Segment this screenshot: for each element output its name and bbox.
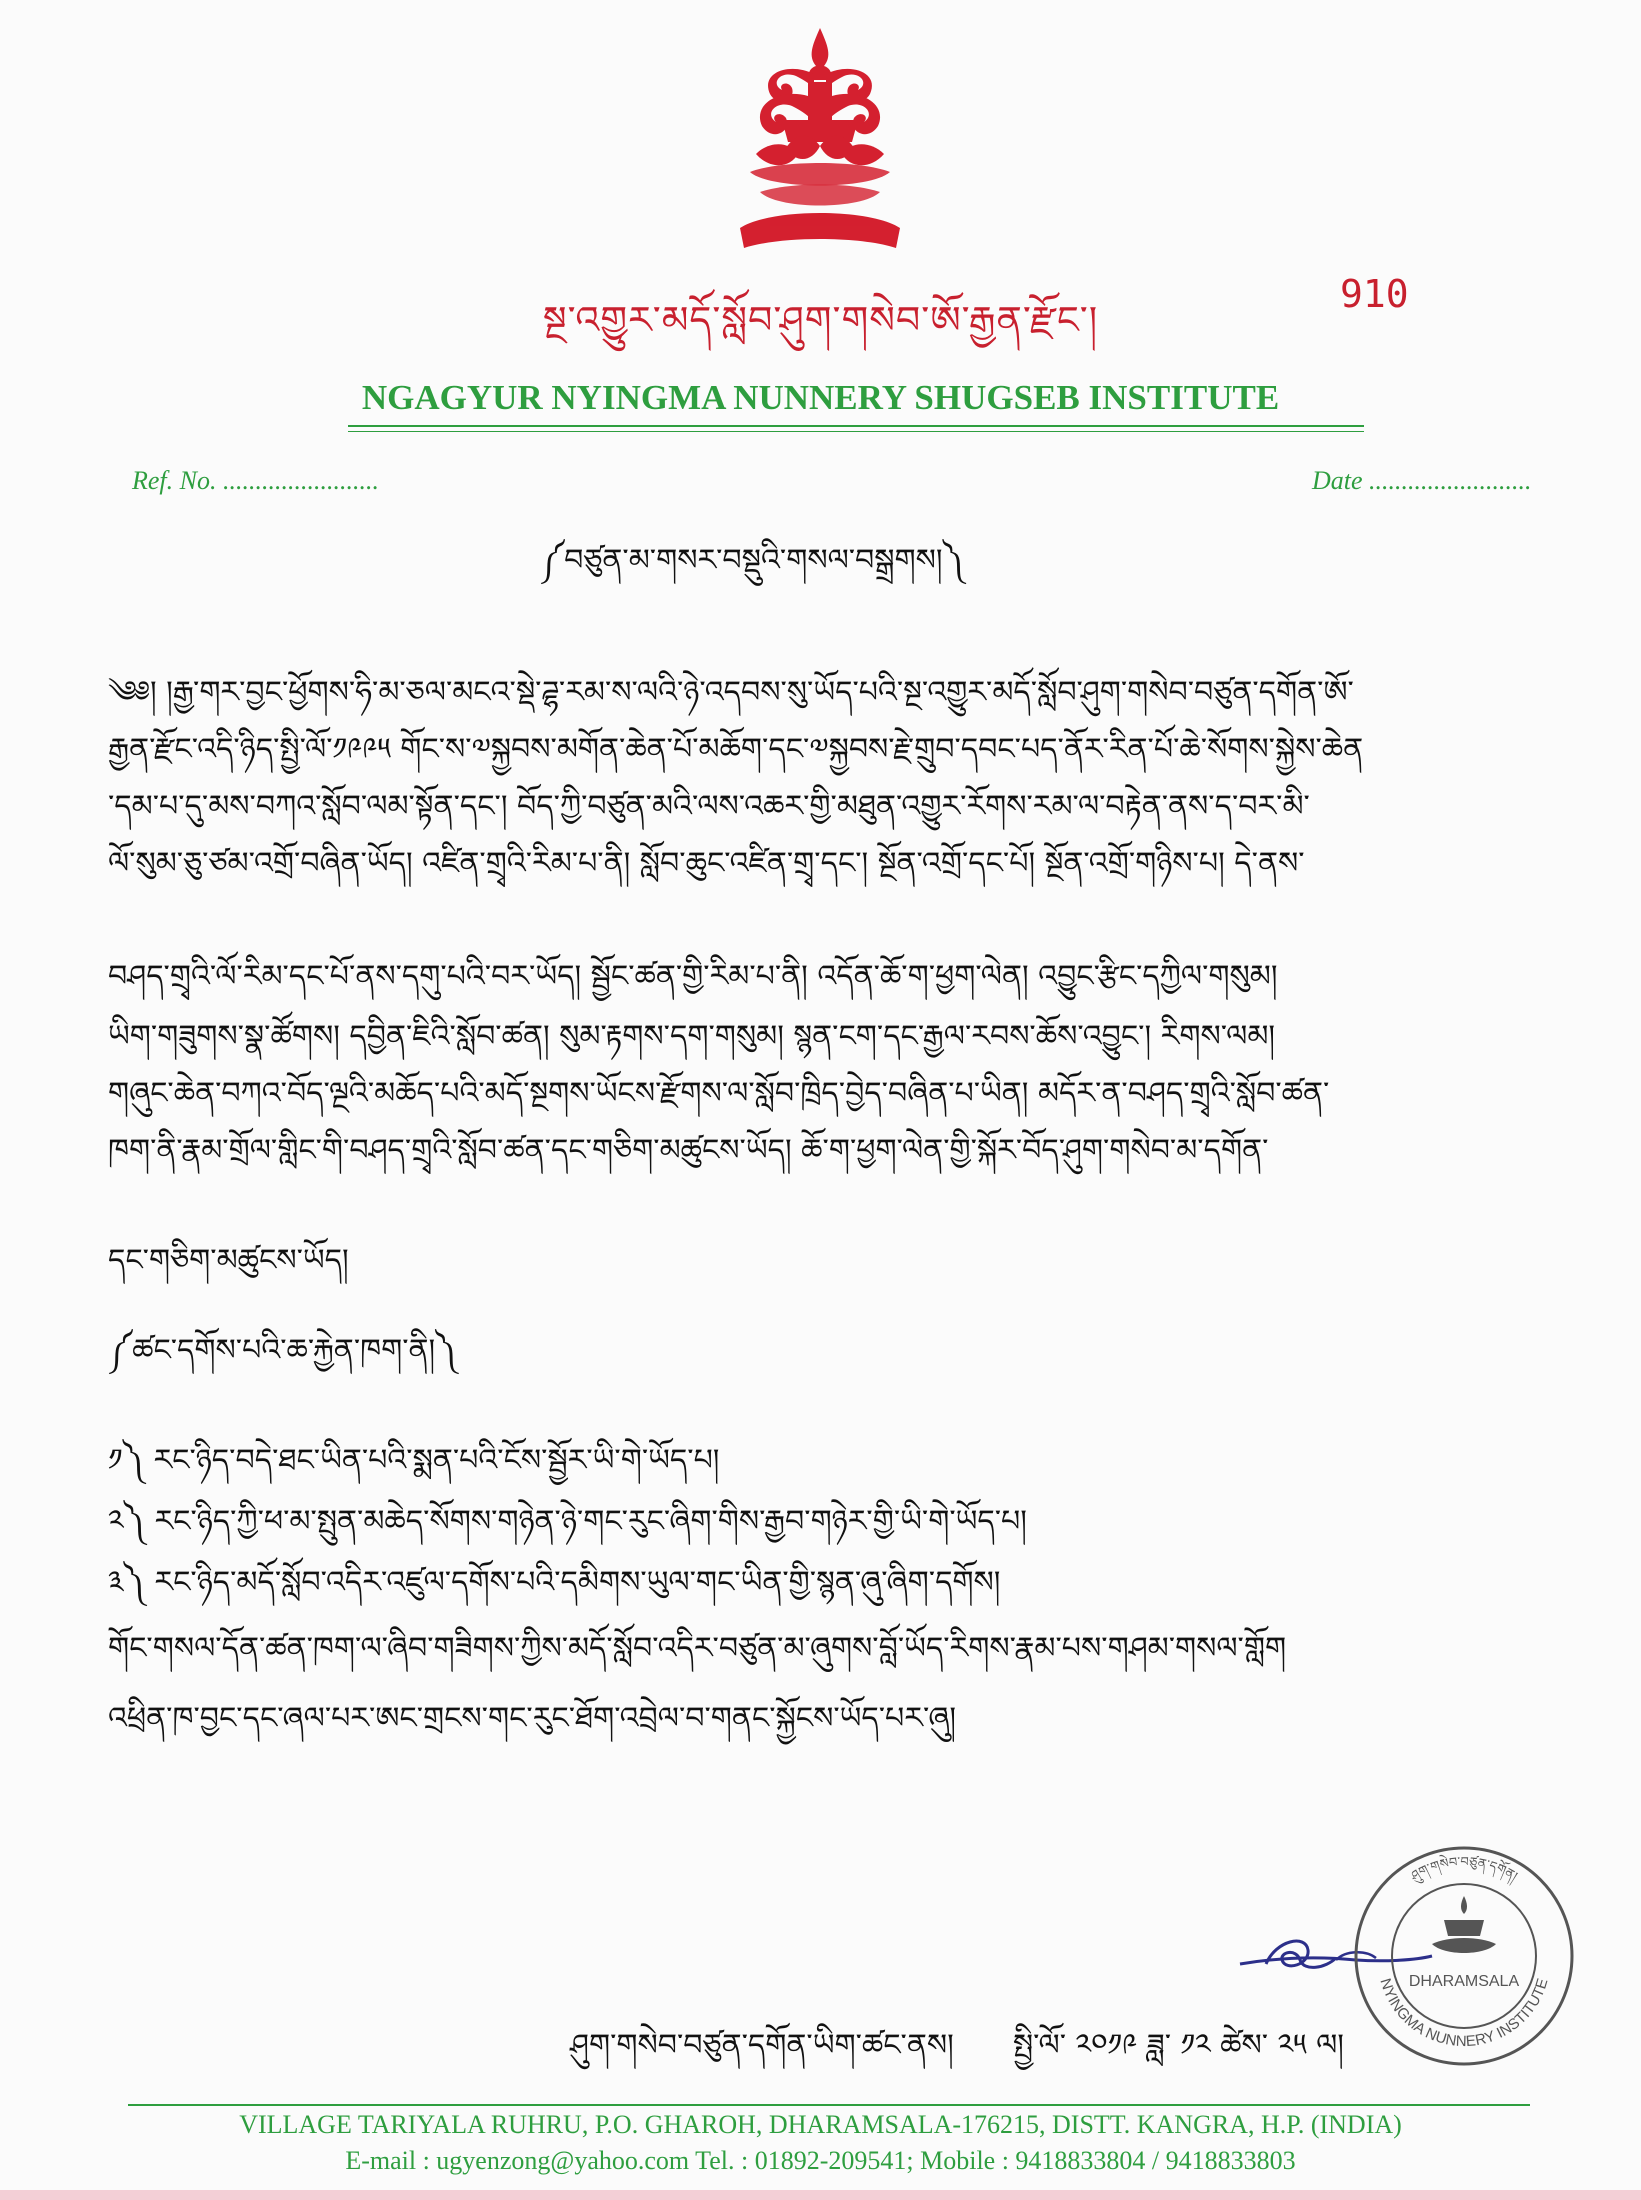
letter-date: སྤྱི་ལོ་ ༢༠༡༩ ཟླ་ ༡༢ ཚེས་ ༢༥ ལ། [1012,2028,1344,2063]
institute-name-english: NGAGYUR NYINGMA NUNNERY SHUGSEB INSTITUTE [361,378,1280,417]
seal-top-text: ཤུག་གསེབ་བཙུན་དགོན། [1408,1854,1520,1885]
body-line: བཤད་གྲྭའི་ལོ་རིམ་དང་པོ་ནས་དགུ་པའི་བར་ཡོད། སྦྱོང་ཚན་གྱི་རིམ་པ་ནི། འདོན་ཆོ་ག་ཕྱག་ལེན། འབྱུང་རྩིང་དཀྱིལ་གསུམ། [108,959,1278,994]
body-line: ཁག་ནི་རྣམ་གྲོལ་གླིང་གི་བཤད་གྲྭའི་སློབ་ཚན་དང་གཅིག་མཚུངས་ཡོད། ཆོ་ག་ཕྱག་ལེན་གྱི་སྐོར་བོད་ཤུག་གསེབ་མ་དགོན་ [108,1133,1269,1168]
requirement-item: ༣༽ རང་ཉིད་མདོ་སློབ་འདིར་འཛུལ་དགོས་པའི་དམིགས་ཡུལ་གང་ཡིན་གྱི་སྙན་ཞུ་ཞིག་དགོས། [108,1565,1001,1600]
letter-heading: ༼བཙུན་མ་གསར་བསྡུའི་གསལ་བསྒྲགས།༽ [540,543,964,578]
footer-contact: E-mail : ugyenzong@yahoo.com Tel. : 01892-209541; Mobile : 9418833804 / 9418833803 [345,2146,1296,2175]
footer-rule [128,2104,1530,2106]
institute-seal [1348,1840,1580,2072]
signatory-office: ཤུག་གསེབ་བཙུན་དགོན་ཡིག་ཚང་ནས། [570,2028,954,2063]
body-line: ཡིག་གཟུགས་སྣ་ཚོགས། དབྱིན་ཇིའི་སློབ་ཚན། སུམ་རྟགས་དག་གསུམ། སྙན་ངག་དང་རྒྱལ་རབས་ཆོས་འབྱུང་། རིགས་ལམ། [108,1019,1276,1054]
body-line: རྒྱན་རྫོང་འདི་ཉིད་སྤྱི་ལོ་༡༩༩༥ གོང་ས་༧སྐྱབས་མགོན་ཆེན་པོ་མཆོག་དང་༧སྐྱབས་རྗེ་གྲུབ་དབང་པད་ནོར་རིན་པོ་ཆེ་སོགས་སྐྱེས་ཆེན [108,732,1364,767]
footer-address: VILLAGE TARIYALA RUHRU, P.O. GHAROH, DHARAMSALA-176215, DISTT. KANGRA, H.P. (INDIA) [239,2110,1402,2139]
institute-name-tibetan: སྔ་འགྱུར་མདོ་སློབ་ཤུག་གསེབ་ཨོ་རྒྱན་རྫོང་། [542,298,1099,342]
seal-center-text: DHARAMSALA [1408,1973,1520,1990]
monastery-seal-icon [1432,1896,1496,1953]
seal-bottom-text: NYINGMA NUNNERY INSTITUTE [1376,1976,1552,2051]
date-field: Date ......................... [1312,466,1532,495]
lotus-emblem-icon [730,22,910,272]
requirement-item: ༡༽ རང་ཉིད་བདེ་ཐང་ཡིན་པའི་སྨན་པའི་ངོས་སྦྱོར་ཡི་གེ་ཡོད་པ། [108,1443,720,1478]
body-line: གཞུང་ཆེན་བཀའ་བོད་ལྔའི་མཆོད་པའི་མདོ་སྔགས་ཡོངས་རྫོགས་ལ་སློབ་ཁྲིད་བྱེད་བཞིན་པ་ཡིན། མདོར་ན་བཤད་གྲྭའི་སློབ་ཚན་ [108,1076,1330,1111]
closing-line: གོང་གསལ་དོན་ཚན་ཁག་ལ་ཞིབ་གཟིགས་ཀྱིས་མདོ་སློབ་འདིར་བཙུན་མ་ཞུགས་བློ་ཡོད་རིགས་རྣམ་པས་གཤམ་གསལ་གློག [108,1631,1287,1666]
body-line: ་དམ་པ་དུ་མས་བཀའ་སློབ་ལམ་སྟོན་དང་། བོད་ཀྱི་བཙུན་མའི་ལས་འཆར་གྱི་མཐུན་འགྱུར་རོགས་རམ་ལ་བརྟེན་ནས་ད་བར་མི་ [108,789,1310,824]
title-underline-thin [348,431,1364,432]
serial-number: 910 [1340,272,1409,316]
body-line: ༄༅། །རྒྱ་གར་བྱང་ཕྱོགས་ཧི་མ་ཅལ་མངའ་སྡེ་ཌྷ་རམ་ས་ལའི་ཉེ་འདབས་སུ་ཡོད་པའི་སྔ་འགྱུར་མདོ་སློབ་ཤུག་གསེབ་བཙུན་དགོན་ཨོ་ [108,675,1354,710]
closing-line: འཕྲིན་ཁ་བྱང་དང་ཞལ་པར་ཨང་གྲངས་གང་རུང་ཐོག་འབྲེལ་བ་གནང་སྐྱོངས་ཡོད་པར་ཞུ། [108,1701,957,1736]
requirement-item: ༢༽ རང་ཉིད་ཀྱི་ཕ་མ་སྤུན་མཆེད་སོགས་གཉེན་ཉེ་གང་རུང་ཞིག་གིས་རྒྱབ་གཉེར་གྱི་ཡི་གེ་ཡོད་པ། [108,1504,1027,1539]
svg-text:ཤུག་གསེབ་བཙུན་དགོན། [1408,1853,1520,1887]
signature-line [570,2017,1344,2074]
title-underline [348,425,1364,427]
body-line: ལོ་སུམ་ཅུ་ཙམ་འགྲོ་བཞིན་ཡོད། འཛིན་གྲྭའི་རིམ་པ་ནི། སློབ་ཆུང་འཛིན་གྲྭ་དང་། སྔོན་འགྲོ་དང་པོ། སྔོན་འགྲོ་གཉིས་པ། དེ་ནས་ [108,846,1305,881]
ref-no-field: Ref. No. ........................ [132,466,379,495]
requirements-heading: ༼ཚང་དགོས་པའི་ཆ་རྐྱེན་ཁག་ནི།༽ [108,1333,457,1368]
body-line: དང་གཅིག་མཚུངས་ཡོད། [108,1243,349,1278]
page-edge-band [0,2190,1641,2200]
